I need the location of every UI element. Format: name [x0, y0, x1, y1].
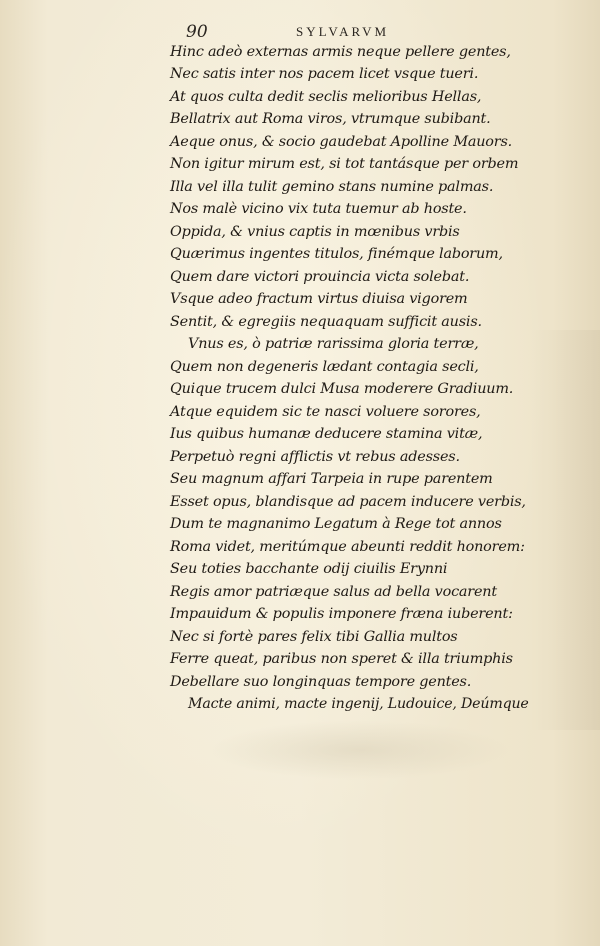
- verse-line: Bellatrix aut Roma viros, vtrumque subibant.: [170, 111, 491, 127]
- verse-line: Ferre queat, paribus non speret & illa triumphis: [170, 651, 513, 667]
- verse-line: Illa vel illa tulit gemino stans numine palmas.: [170, 179, 494, 195]
- verse-line: Seu toties bacchante odij ciuilis Erynni: [170, 561, 448, 577]
- page-number: 90: [186, 22, 208, 42]
- verse-line: Seu magnum affari Tarpeia in rupe parentem: [170, 471, 493, 487]
- verse-line: Sentit, & egregiis nequaquam sufficit ausis.: [170, 314, 482, 330]
- verse-line: Macte animi, macte ingenij, Ludouice, Deúmque: [188, 696, 529, 712]
- verse-line: Quique trucem dulci Musa moderere Gradiuum.: [170, 381, 514, 397]
- page-header: [186, 22, 516, 44]
- verse-line: Non igitur mirum est, si tot tantásque per orbem: [170, 156, 519, 172]
- verse-line: Debellare suo longinquas tempore gentes.: [170, 674, 472, 690]
- verse-line: Hinc adeò externas armis neque pellere gentes,: [170, 44, 511, 60]
- verse-line: Perpetuò regni afflictis vt rebus adesses.: [170, 449, 460, 465]
- verse-line: Atque equidem sic te nasci voluere sorores,: [170, 404, 481, 420]
- running-head: SYLVARVM: [296, 24, 390, 39]
- verse-line: Ius quibus humanæ deducere stamina vitæ,: [170, 426, 483, 442]
- verse-line: At quos culta dedit seclis melioribus Hellas,: [170, 89, 482, 105]
- verse-line: Vnus es, ò patriæ rarissima gloria terræ,: [188, 336, 479, 352]
- verse-line: Dum te magnanimo Legatum à Rege tot annos: [170, 516, 502, 532]
- verse-line: Vsque adeo fractum virtus diuisa vigorem: [170, 291, 468, 307]
- verse-line: Quem non degeneris lædant contagia secli,: [170, 359, 479, 375]
- verse-line: Quem dare victori prouincia victa solebat.: [170, 269, 470, 285]
- verse-line: Nec satis inter nos pacem licet vsque tueri.: [170, 66, 479, 82]
- page-stain: [210, 720, 510, 780]
- verse-line: Aeque onus, & socio gaudebat Apolline Mauors.: [170, 134, 513, 150]
- verse-line: Roma videt, meritúmque abeunti reddit honorem:: [170, 539, 525, 555]
- verse-line: Nos malè vicino vix tuta tuemur ab hoste.: [170, 201, 467, 217]
- verse-line: Quærimus ingentes titulos, finémque laborum,: [170, 246, 503, 262]
- show-through-shadow: [530, 330, 600, 730]
- verse-line: Regis amor patriæque salus ad bella vocarent: [170, 584, 497, 600]
- verse-line: Esset opus, blandisque ad pacem inducere verbis,: [170, 494, 526, 510]
- verse-line: Impauidum & populis imponere fræna iuberent:: [170, 606, 513, 622]
- verse-line: Oppida, & vnius captis in mœnibus vrbis: [170, 224, 460, 240]
- verse-line: Nec si fortè pares felix tibi Gallia multos: [170, 629, 458, 645]
